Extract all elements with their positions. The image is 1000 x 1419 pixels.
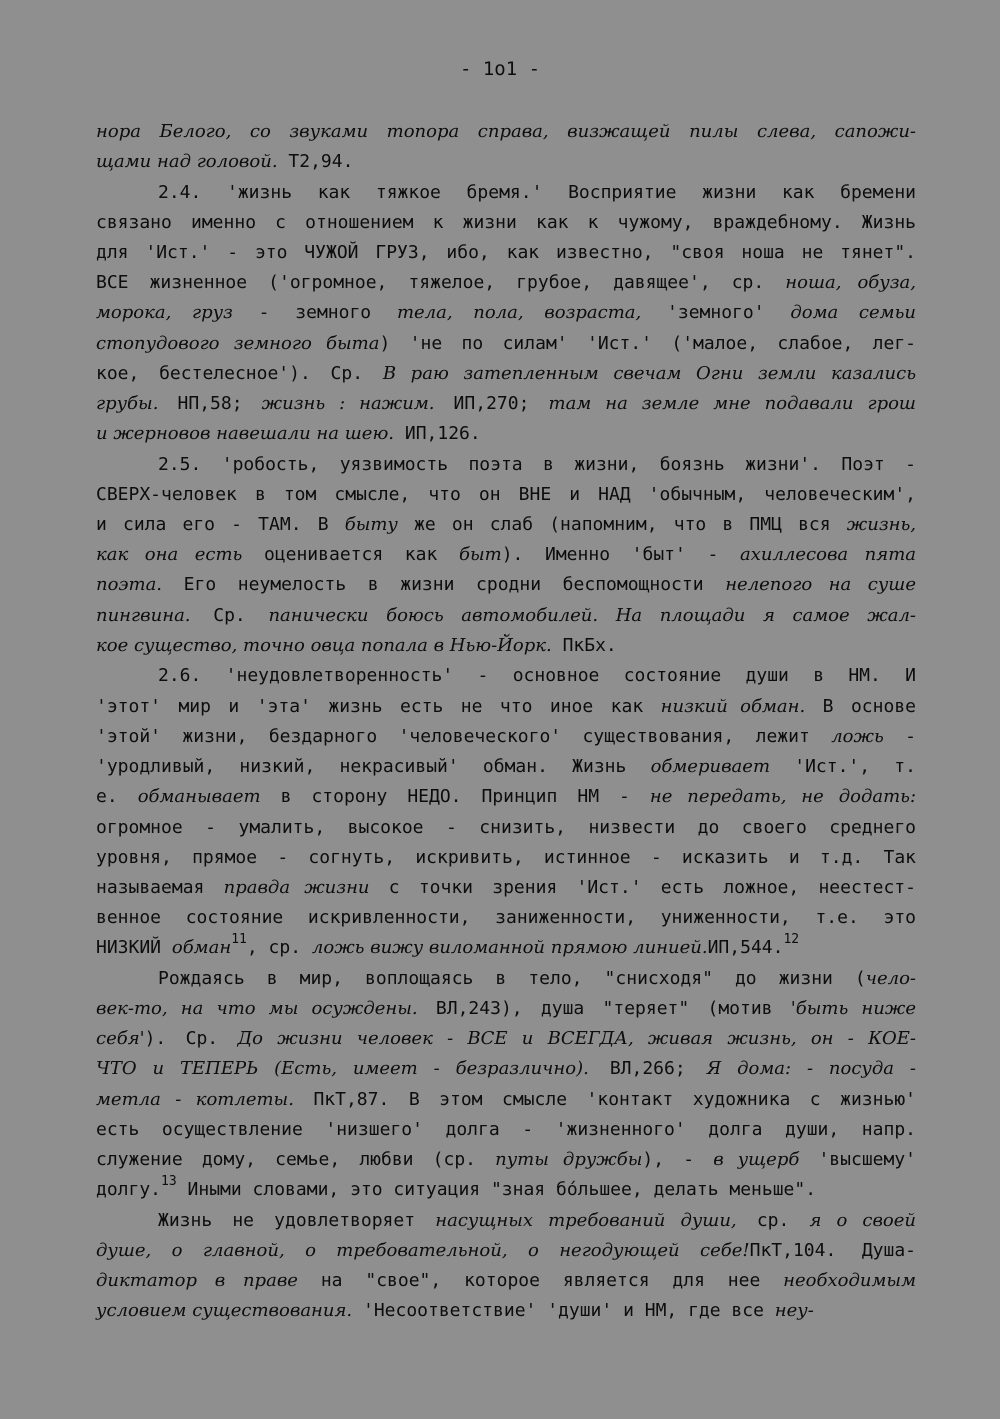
text-line: ЧТО и ТЕПЕРЬ (Есть, имеет - безразлично). ВЛ,266; Я дома: - посуда - bbox=[96, 1058, 916, 1079]
page-number: - 1o1 - bbox=[459, 58, 541, 80]
text-line: СВЕРХ-человек в том смысле, что он ВНЕ и НАД 'обычным, человеческим', bbox=[96, 484, 916, 505]
text-line: как она есть оценивается как быт). Именно 'быт' - ахиллесова пята bbox=[96, 544, 916, 565]
text-line: 2.4. 'жизнь как тяжкое бремя.' Восприятие жизни как бремени bbox=[158, 182, 916, 203]
text-line: пингвина. Ср. панически боюсь автомобилей. На площади я самое жал- bbox=[96, 605, 916, 626]
text-line: ВСЕ жизненное ('огромное, тяжелое, грубое, давящее', ср. ноша, обуза, bbox=[96, 272, 916, 293]
text-line: метла - котлеты. ПкТ,87. В этом смысле 'контакт художника с жизнью' bbox=[96, 1089, 916, 1110]
text-line: служение дому, семье, любви (ср. путы дружбы), - в ущерб 'высшему' bbox=[96, 1149, 916, 1170]
text-line: условием существования. 'Несоответствие' 'души' и НМ, где все неу- bbox=[96, 1300, 814, 1321]
text-line: 2.5. 'робость, уязвимость поэта в жизни, боязнь жизни'. Поэт - bbox=[158, 454, 916, 475]
text-line: есть осуществление 'низшего' долга - 'жизненного' долга души, напр. bbox=[96, 1119, 916, 1140]
text-line: 'этой' жизни, бездарного 'человеческого' существования, лежит ложь - bbox=[96, 726, 916, 747]
text-line: Жизнь не удовлетворяет насущных требований души, ср. я о своей bbox=[158, 1210, 917, 1231]
text-line: венное состояние искривленности, заниженности, униженности, т.е. это bbox=[96, 907, 916, 928]
text-line: Рождаясь в мир, воплощаясь в тело, "снисходя" до жизни (чело- bbox=[158, 968, 916, 989]
text-line: е. обманывает в сторону НЕДО. Принцип НМ - не передать, не додать: bbox=[96, 786, 917, 807]
text-line: диктатор в праве на "свое", которое является для нее необходимым bbox=[96, 1270, 917, 1291]
text-line: морока, груз - земного тела, пола, возраста, 'земного' дома семьи bbox=[96, 302, 916, 323]
text-line: огромное - умалить, высокое - снизить, низвести до своего среднего bbox=[96, 817, 916, 838]
text-line: кое существо, точно овца попала в Нью-Йорк. ПкБх. bbox=[96, 635, 617, 656]
text-line: НИЗКИЙ обман$^{11}$, ср. ложь вижу виломанной прямою линией.ИП,544.12 bbox=[96, 932, 800, 958]
text-line: век-то, на что мы осуждены. ВЛ,243), душа "теряет" (мотив 'быть ниже bbox=[96, 998, 916, 1019]
text-line: поэта. Его неумелость в жизни сродни беспомощности нелепого на суше bbox=[96, 574, 916, 595]
text-line: уровня, прямое - согнуть, искривить, истинное - исказить и т.д. Так bbox=[96, 847, 916, 868]
text-line: связано именно с отношением к жизни как к чужому, враждебному. Жизнь bbox=[96, 212, 916, 233]
text-line: душе, о главной, о требовательной, о негодующей себе!ПкТ,104. Душа- bbox=[96, 1240, 916, 1261]
text-line: для 'Ист.' - это ЧУЖОЙ ГРУЗ, ибо, как известно, "своя ноша не тянет". bbox=[96, 242, 916, 263]
text-line: себя'). Ср. До жизни человек - ВСЕ и ВСЕГДА, живая жизнь, он - КОЕ- bbox=[96, 1028, 917, 1049]
text-line: щами над головой. Т2,94. bbox=[96, 151, 354, 172]
text-line: называемая правда жизни с точки зрения 'Ист.' есть ложное, неестест- bbox=[96, 877, 916, 898]
text-line: стопудового земного быта) 'не по силам' 'Ист.' ('малое, слабое, лег- bbox=[96, 333, 916, 354]
text-line: 2.6. 'неудовлетворенность' - основное состояние души в НМ. И bbox=[158, 665, 916, 686]
text-line: 'уродливый, низкий, некрасивый' обман. Жизнь обмеривает 'Ист.', т. bbox=[96, 756, 916, 777]
text-line: 'этот' мир и 'эта' жизнь есть не что иное как низкий обман. В основе bbox=[96, 696, 916, 717]
text-line: и жерновов навешали на шею. ИП,126. bbox=[96, 423, 481, 444]
text-line: грубы. НП,58; жизнь : нажим. ИП,270; там на земле мне подавали грош bbox=[96, 393, 916, 414]
text-line: кое, бестелесное'). Ср. В раю затепленным свечам Огни земли казались bbox=[96, 363, 916, 384]
text-line: и сила его - ТАМ. В быту же он слаб (напомним, что в ПМЦ вся жизнь, bbox=[96, 514, 917, 535]
text-line: нора Белого, со звуками топора справа, визжащей пилы слева, сапожи- bbox=[96, 121, 916, 142]
text-line: долгу.$^{13}$ Иными словами, это ситуация "зная бóльшее, делать меньше". bbox=[96, 1174, 817, 1200]
